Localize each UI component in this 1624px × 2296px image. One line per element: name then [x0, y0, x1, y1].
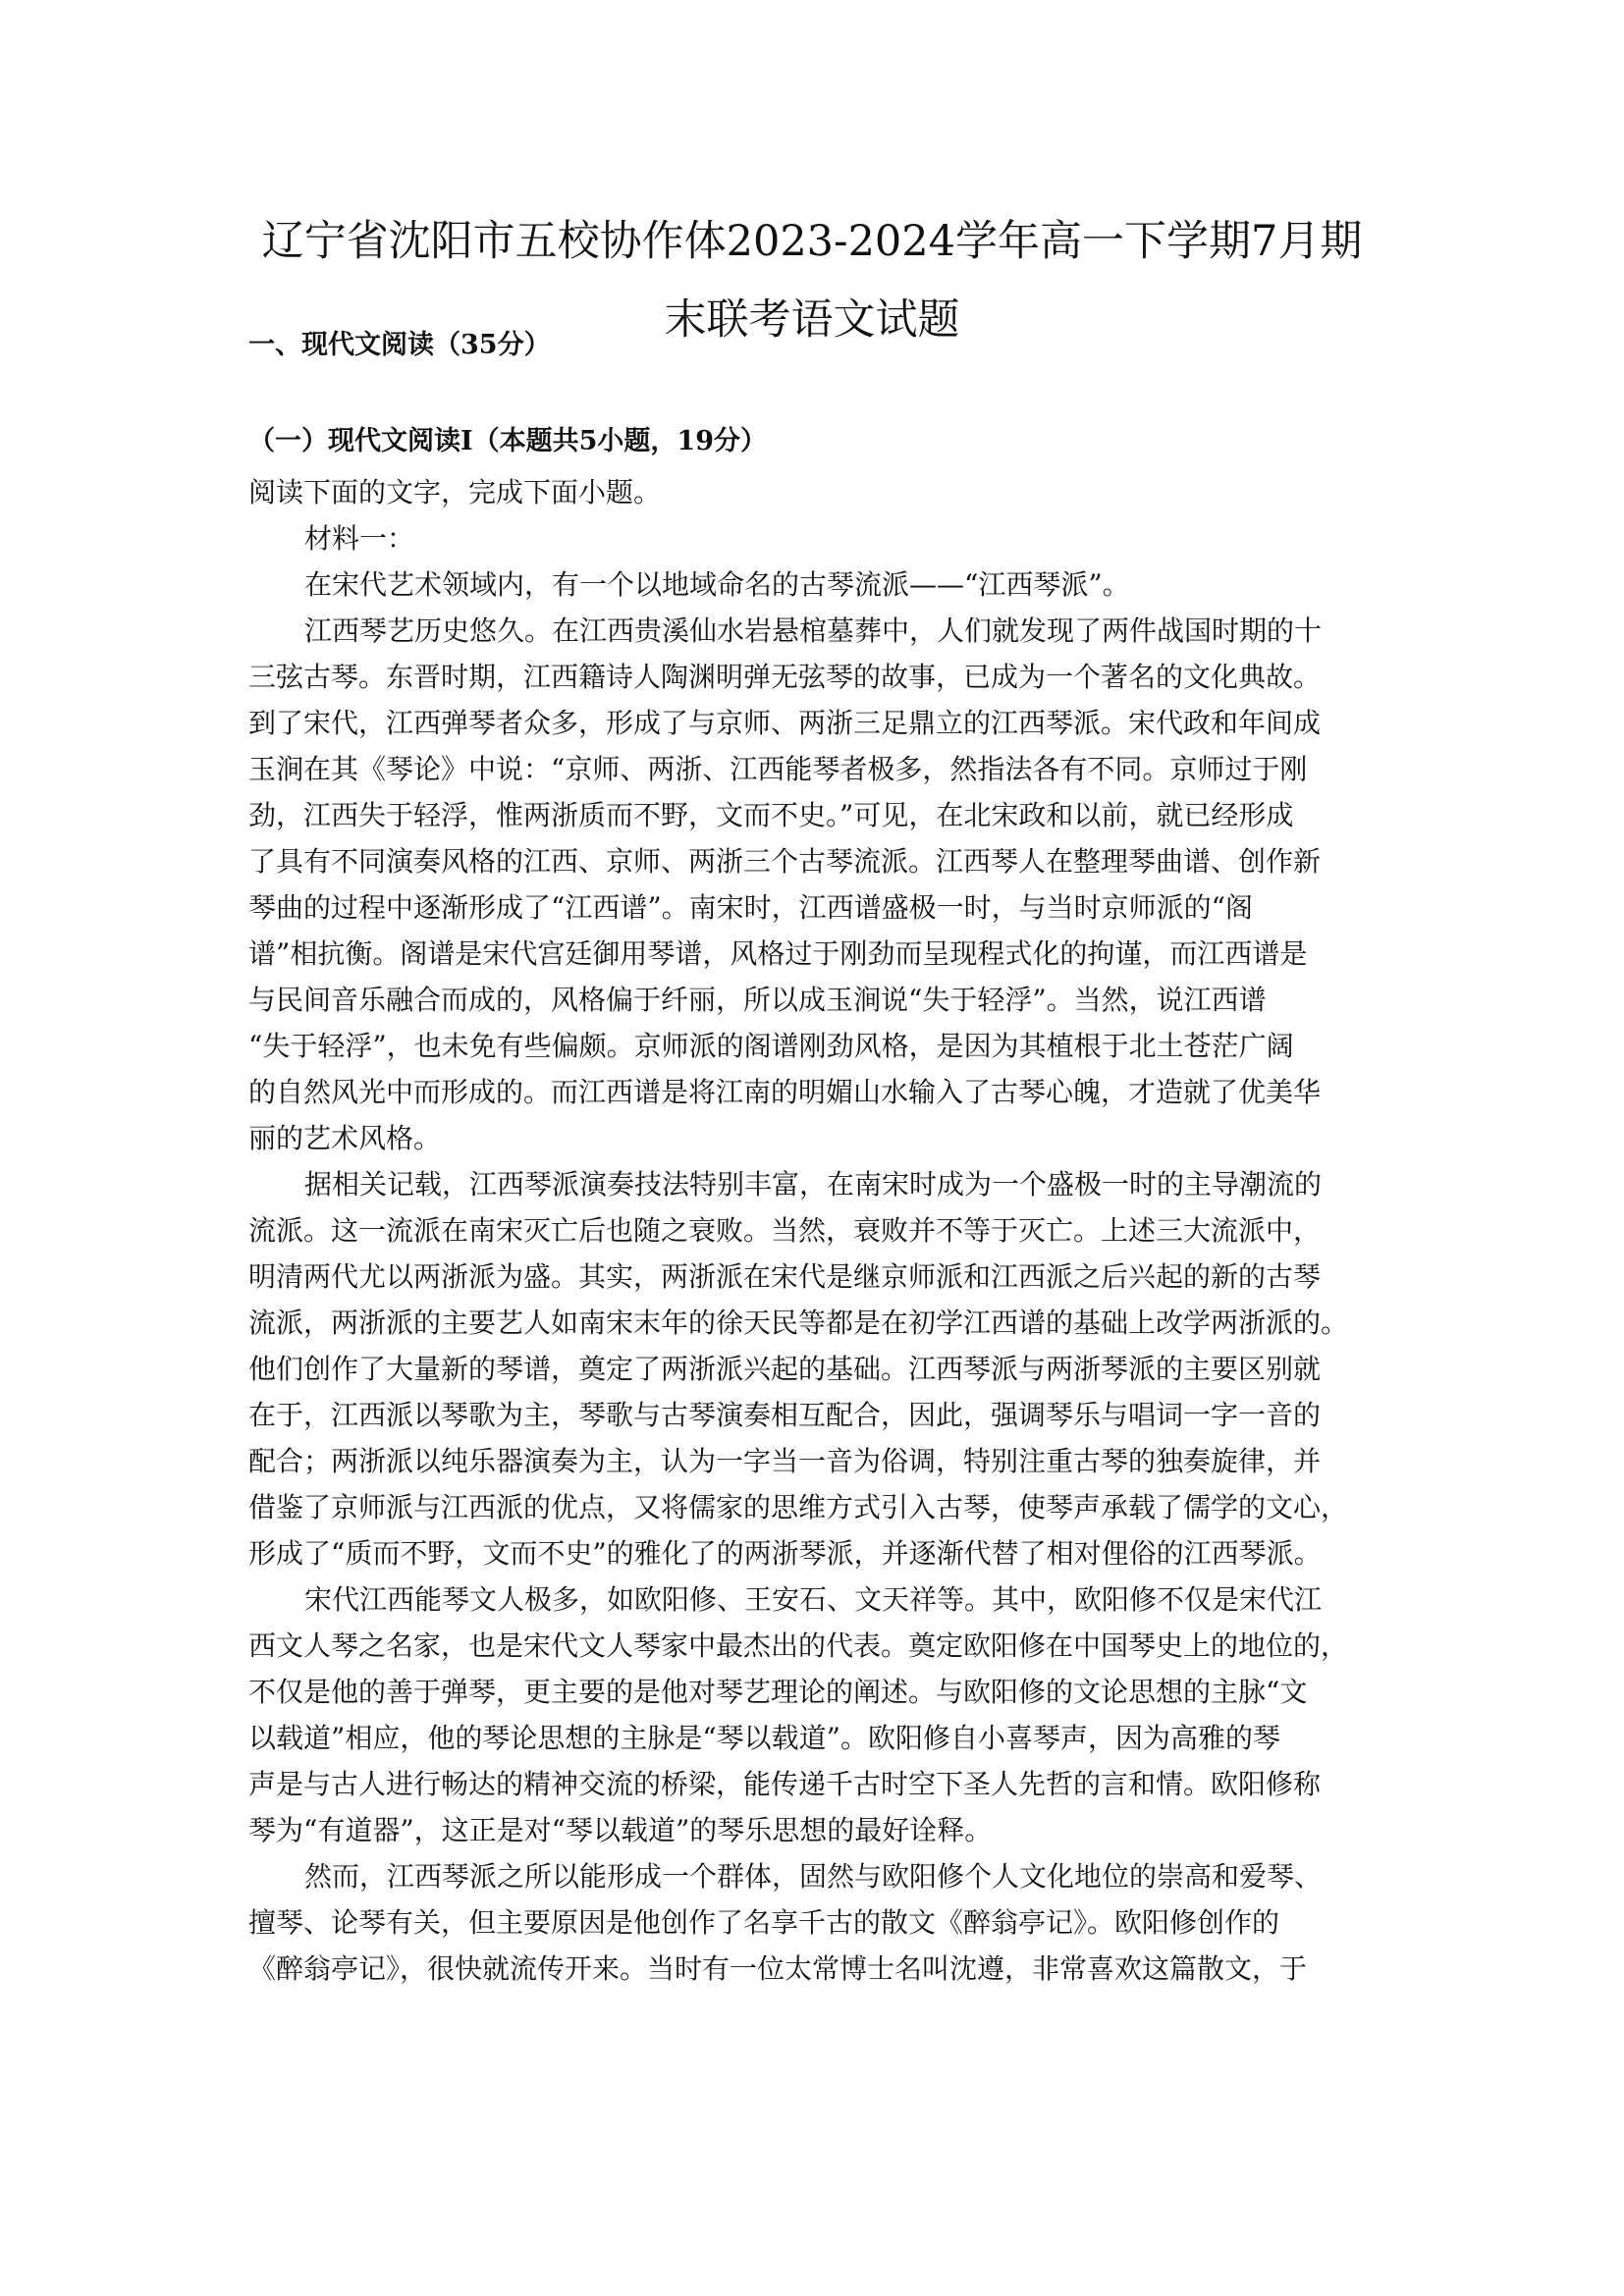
paragraph-line: 西文人琴之名家，也是宋代文人琴家中最杰出的代表。奠定欧阳修在中国琴史上的地位的，	[248, 1629, 1349, 1662]
section-heading: 一、现代文阅读（35分）	[248, 330, 551, 360]
paragraph	[248, 561, 1378, 608]
paragraph	[248, 1576, 1378, 1853]
paragraph-line: 的自然风光中而形成的。而江西谱是将江南的明媚山水输入了古琴心魄，才造就了优美华	[248, 1076, 1322, 1108]
paragraph-line: 他们创作了大量新的琴谱，奠定了两浙派兴起的基础。江西琴派与两浙琴派的主要区别就	[248, 1353, 1322, 1385]
paragraph-line: 在宋代艺术领域内，有一个以地域命名的古琴流派——“江西琴派”。	[304, 568, 1130, 601]
paragraph	[248, 1161, 1378, 1576]
instruction-text: 阅读下面的文字，完成下面小题。	[248, 476, 662, 508]
paragraph-line: 琴为“有道器”，这正是对“琴以载道”的琴乐思想的最好诠释。	[248, 1814, 993, 1846]
paragraph-line: 三弦古琴。东晋时期，江西籍诗人陶渊明弹无弦琴的故事，已成为一个著名的文化典故。	[248, 661, 1322, 693]
paragraph-line: 了具有不同演奏风格的江西、京师、两浙三个古琴流派。江西琴人在整理琴曲谱、创作新	[248, 845, 1322, 878]
paragraph-line: 丽的艺术风格。	[248, 1122, 442, 1154]
paragraph-line: 到了宋代，江西弹琴者众多，形成了与京师、两浙三足鼎立的江西琴派。宋代政和年间成	[248, 707, 1322, 739]
document-title-line-2: 末联考语文试题	[664, 295, 960, 345]
paragraph-line: 借鉴了京师派与江西派的优点，又将儒家的思维方式引入古琴，使琴声承载了儒学的文心，	[248, 1491, 1349, 1523]
paragraph-line: 明清两代尤以两浙派为盛。其实，两浙派在宋代是继京师派和江西派之后兴起的新的古琴	[248, 1260, 1322, 1293]
paragraph-line: 据相关记载，江西琴派演奏技法特别丰富，在南宋时成为一个盛极一时的主导潮流的	[304, 1168, 1323, 1201]
material-label: 材料一：	[304, 522, 415, 555]
paragraph-line: 形成了“质而不野，文而不史”的雅化了的两浙琴派，并逐渐代替了相对俚俗的江西琴派。	[248, 1537, 1322, 1570]
paragraph-line: 流派，两浙派的主要艺人如南宋末年的徐天民等都是在初学江西谱的基础上改学两浙派的。	[248, 1307, 1349, 1339]
paragraph	[248, 608, 1378, 1161]
document-title-line-1: 辽宁省沈阳市五校协作体2023-2024学年高一下学期7月期	[261, 217, 1363, 266]
paragraph-line: 以载道”相应，他的琴论思想的主脉是“琴以载道”。欧阳修自小喜琴声，因为高雅的琴	[248, 1722, 1280, 1754]
paragraph-line: “失于轻浮”，也未免有些偏颇。京师派的阁谱刚劲风格，是因为其植根于北土苍茫广阔	[248, 1030, 1294, 1062]
paragraph-line: 在于，江西派以琴歌为主，琴歌与古琴演奏相互配合，因此，强调琴乐与唱词一字一音的	[248, 1399, 1322, 1431]
paragraph-line: 《醉翁亭记》，很快就流传开来。当时有一位太常博士名叫沈遵，非常喜欢这篇散文，于	[248, 1952, 1308, 1985]
paragraph-line: 宋代江西能琴文人极多，如欧阳修、王安石、文天祥等。其中，欧阳修不仅是宋代江	[304, 1583, 1323, 1616]
paragraph-line: 然而，江西琴派之所以能形成一个群体，固然与欧阳修个人文化地位的崇高和爱琴、	[304, 1860, 1323, 1893]
paragraph-line: 与民间音乐融合而成的，风格偏于纤丽，所以成玉涧说“失于轻浮”。当然，说江西谱	[248, 984, 1267, 1016]
reading-passage	[248, 469, 1378, 1992]
subsection-heading: （一）现代文阅读Ⅰ（本题共5小题，19分）	[248, 426, 767, 456]
paragraph-line: 玉涧在其《琴论》中说：“京师、两浙、江西能琴者极多，然指法各有不同。京师过于刚	[248, 753, 1308, 785]
paragraph-line: 不仅是他的善于弹琴，更主要的是他对琴艺理论的阐述。与欧阳修的文论思想的主脉“文	[248, 1676, 1308, 1708]
paragraph	[248, 1853, 1378, 1992]
paragraph-line: 擅琴、论琴有关，但主要原因是他创作了名享千古的散文《醉翁亭记》。欧阳修创作的	[248, 1906, 1280, 1939]
paragraph-line: 谱”相抗衡。阁谱是宋代宫廷御用琴谱，风格过于刚劲而呈现程式化的拘谨，而江西谱是	[248, 937, 1308, 970]
paragraph-line: 琴曲的过程中逐渐形成了“江西谱”。南宋时，江西谱盛极一时，与当时京师派的“阁	[248, 891, 1253, 924]
paragraph-line: 劲，江西失于轻浮，惟两浙质而不野，文而不史。”可见，在北宋政和以前，就已经形成	[248, 799, 1294, 831]
paragraph-line: 江西琴艺历史悠久。在江西贵溪仙水岩悬棺墓葬中，人们就发现了两件战国时期的十	[304, 614, 1323, 647]
paragraph-line: 配合；两浙派以纯乐器演奏为主，认为一字当一音为俗调，特别注重古琴的独奏旋律，并	[248, 1445, 1322, 1477]
paragraph-line: 流派。这一流派在南宋灭亡后也随之衰败。当然，衰败并不等于灭亡。上述三大流派中，	[248, 1214, 1322, 1247]
paragraph-line: 声是与古人进行畅达的精神交流的桥梁，能传递千古时空下圣人先哲的言和情。欧阳修称	[248, 1768, 1322, 1800]
